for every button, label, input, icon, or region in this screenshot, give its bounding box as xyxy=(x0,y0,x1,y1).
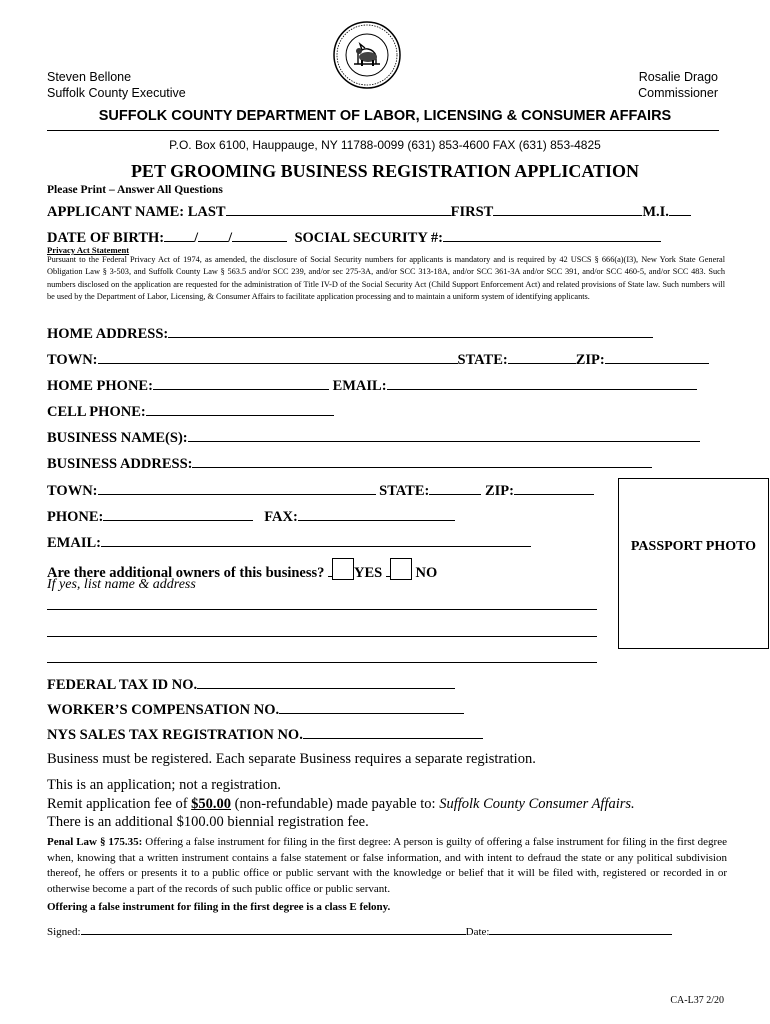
date-field[interactable] xyxy=(489,924,672,935)
biennial-fee-note: There is an additional $100.00 biennial registration fee. xyxy=(47,814,369,830)
business-town-field[interactable] xyxy=(98,481,376,495)
dob-label: DATE OF BIRTH: xyxy=(47,230,165,246)
mi-field[interactable] xyxy=(669,202,691,216)
penal-law-label: Penal Law § 175.35: xyxy=(47,836,143,848)
form-code: CA-L37 2/20 xyxy=(670,995,724,1006)
penal-law-body: Offering a false instrument for filing in the first degree: A person is guilty of offering a false instrument for filing in the first degree when, knowing that a written instrument contains a false statement or false information, and with intent to defraud the state or any political subdivision thereof, he offers or presents it to a public office or public servant with the knowledge or belief that it will be filed with, registered or recorded in or otherwise become a part of the records of such public office or public servant. xyxy=(47,836,727,895)
owners-note: If yes, list name & address xyxy=(47,577,196,592)
home-phone-label: HOME PHONE: xyxy=(47,378,153,394)
workers-comp-field[interactable] xyxy=(279,700,464,714)
signature-row xyxy=(47,924,672,938)
commissioner-name: Rosalie Drago xyxy=(638,70,718,84)
business-state-field[interactable] xyxy=(429,481,481,495)
yes-checkbox[interactable] xyxy=(332,558,354,580)
owners-line-1[interactable] xyxy=(47,609,597,610)
phone-label: PHONE: xyxy=(47,509,104,525)
federal-tax-label: FEDERAL TAX ID NO. xyxy=(47,677,198,693)
date-label: Date: xyxy=(465,926,490,938)
workers-comp-label: WORKER’S COMPENSATION NO. xyxy=(47,702,280,718)
passport-photo-box[interactable] xyxy=(618,478,769,649)
dob-month-field[interactable] xyxy=(164,228,194,242)
county-seal-icon xyxy=(332,20,402,90)
instructions: Please Print – Answer All Questions xyxy=(47,184,223,196)
commissioner-title: Commissioner xyxy=(638,86,718,100)
penal-law-text xyxy=(47,835,727,897)
business-address-field[interactable] xyxy=(192,454,652,468)
privacy-title: Privacy Act Statement xyxy=(47,245,130,255)
sales-tax-row xyxy=(47,725,483,744)
email-field[interactable] xyxy=(387,376,697,390)
dob-year-field[interactable] xyxy=(232,228,287,242)
phone-field[interactable] xyxy=(103,507,253,521)
owners-question-label: Are there additional owners of this business? xyxy=(47,565,325,581)
business-email-label: EMAIL: xyxy=(47,535,101,551)
town-label: TOWN: xyxy=(47,352,98,368)
fee-payee: Suffolk County Consumer Affairs. xyxy=(439,796,635,812)
yes-label: YES xyxy=(354,565,383,581)
fee-prefix: Remit application fee of xyxy=(47,796,192,812)
phone-fax-row xyxy=(47,507,455,526)
zip-label: ZIP: xyxy=(575,352,605,368)
fee-line xyxy=(47,796,635,813)
first-name-field[interactable] xyxy=(493,202,642,216)
business-email-field[interactable] xyxy=(101,533,531,547)
home-phone-row xyxy=(47,376,697,395)
business-zip-label: ZIP: xyxy=(484,483,514,499)
town-field[interactable] xyxy=(98,350,458,364)
no-checkbox[interactable] xyxy=(390,558,412,580)
application-note: This is an application; not a registration. xyxy=(47,777,281,793)
home-phone-field[interactable] xyxy=(153,376,329,390)
business-names-row xyxy=(47,428,700,447)
mi-label: M.I. xyxy=(642,204,669,220)
business-town-label: TOWN: xyxy=(47,483,98,499)
cell-phone-label: CELL PHONE: xyxy=(47,404,146,420)
applicant-name-label: APPLICANT NAME: LAST xyxy=(47,204,226,220)
cell-phone-row xyxy=(47,402,334,421)
town-row xyxy=(47,350,709,369)
department-name: SUFFOLK COUNTY DEPARTMENT OF LABOR, LICENSING & CONSUMER AFFAIRS xyxy=(98,108,672,124)
business-names-label: BUSINESS NAME(S): xyxy=(47,430,188,446)
executive-name: Steven Bellone xyxy=(47,70,132,84)
owners-line-2[interactable] xyxy=(47,636,597,637)
cell-phone-field[interactable] xyxy=(146,402,334,416)
fax-field[interactable] xyxy=(298,507,455,521)
felony-note: Offering a false instrument for filing in the first degree is a class E felony. xyxy=(47,901,391,913)
federal-tax-field[interactable] xyxy=(197,675,455,689)
sales-tax-field[interactable] xyxy=(303,725,483,739)
department-address: P.O. Box 6100, Hauppauge, NY 11788-0099 (631) 853-4600 FAX (631) 853-4825 xyxy=(169,138,601,152)
owners-line-3[interactable] xyxy=(47,662,597,663)
business-town-row xyxy=(47,481,594,500)
privacy-text: Pursuant to the Federal Privacy Act of 1974, as amended, the disclosure of Social Security numbers for applicants is mandatory and is required by 42 USCS § 666(a)(I3), New York State General Obligation Law § 3-503, and Suffolk County Law § 563.5 and/or SCC 239, and/or sec 275-3A, and/or SCC 313-18A, and/or SCC 361-3A and/or SCC 391, and/or SCC 460-5, and/or SCC 483. Such numbers disclosed on the application are requested for the administration of Title IV-D of the Social Security Act (Child Support Enforcement Act) and related provisions of State law. Such numbers will be used by the Department of Labor, Licensing, & Consumer Affairs to facilitate application processing and to maintain a uniform system of identifying applicants. xyxy=(47,255,725,302)
dob-day-field[interactable] xyxy=(198,228,228,242)
last-name-field[interactable] xyxy=(226,202,451,216)
state-field[interactable] xyxy=(508,350,576,364)
federal-tax-row xyxy=(47,675,455,694)
home-address-row xyxy=(47,324,653,343)
signature-field[interactable] xyxy=(81,924,466,935)
form-title: PET GROOMING BUSINESS REGISTRATION APPLICATION xyxy=(130,161,640,181)
email-label: EMAIL: xyxy=(332,378,387,394)
home-address-label: HOME ADDRESS: xyxy=(47,326,169,342)
registration-note: Business must be registered. Each separate Business requires a separate registration. xyxy=(47,751,536,767)
workers-comp-row xyxy=(47,700,464,719)
home-address-field[interactable] xyxy=(168,324,653,338)
fax-label: FAX: xyxy=(264,509,298,525)
business-state-label: STATE: xyxy=(379,483,430,499)
business-names-field[interactable] xyxy=(188,428,700,442)
state-label: STATE: xyxy=(457,352,508,368)
business-address-row xyxy=(47,454,652,473)
business-email-row xyxy=(47,533,531,552)
business-zip-field[interactable] xyxy=(514,481,594,495)
dob-ssn-row: DATE OF BIRTH: / / SOCIAL SECURITY #: xyxy=(47,228,661,247)
zip-field[interactable] xyxy=(605,350,709,364)
executive-title: Suffolk County Executive xyxy=(47,86,186,100)
fee-amount: $50.00 xyxy=(191,796,232,812)
applicant-name-row xyxy=(47,202,691,221)
sales-tax-label: NYS SALES TAX REGISTRATION NO. xyxy=(47,727,303,743)
header-divider xyxy=(47,130,719,131)
passport-photo-label: PASSPORT PHOTO xyxy=(630,539,757,554)
fee-middle: (non-refundable) made payable to: xyxy=(231,796,440,812)
business-address-label: BUSINESS ADDRESS: xyxy=(47,456,193,472)
first-name-label: FIRST xyxy=(450,204,494,220)
signed-label: Signed: xyxy=(47,926,81,938)
no-label: NO xyxy=(415,565,438,581)
ssn-field[interactable] xyxy=(443,228,661,242)
ssn-label: SOCIAL SECURITY #: xyxy=(294,230,443,246)
